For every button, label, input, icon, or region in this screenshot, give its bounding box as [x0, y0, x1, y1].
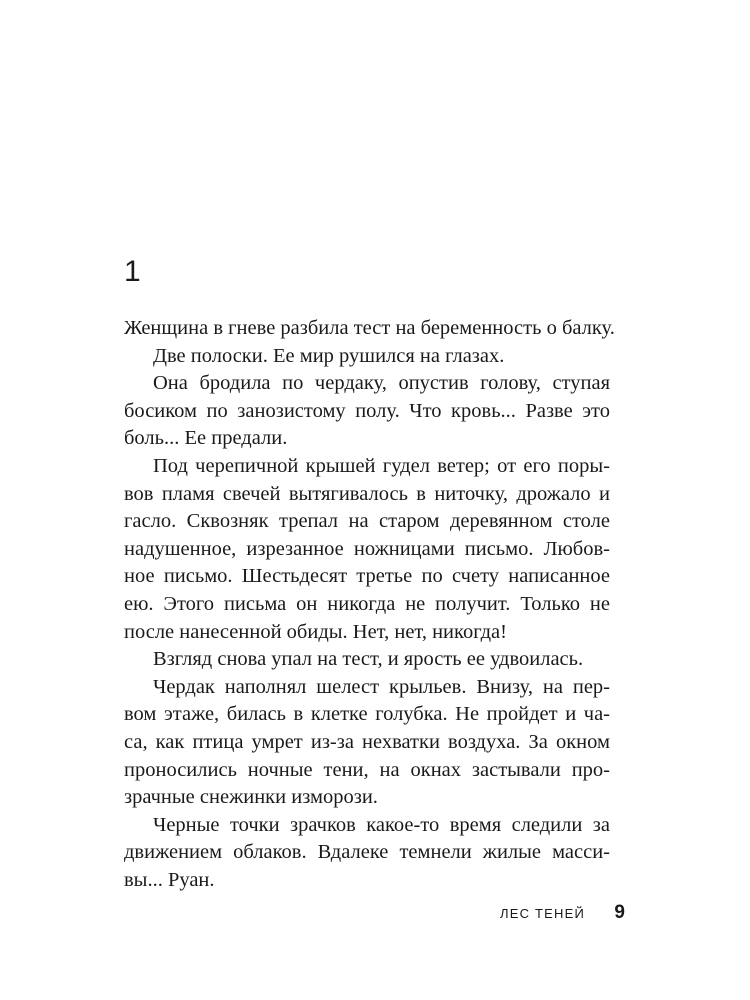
chapter-number: 1 [124, 255, 141, 288]
text-line: Она бродила по чердаку, опустив голову, ступая [153, 372, 610, 395]
text-line: после нанесенной обиды. Нет, нет, никогда! [124, 620, 507, 643]
running-footer [480, 903, 625, 927]
text-line: вом этаже, билась в клетке голубка. Не пройдет и ча- [124, 703, 610, 726]
text-line: гасло. Сквозняк трепал на старом деревянном столе [124, 510, 610, 533]
text-line: босиком по занозистому полу. Что кровь... Разве это [124, 399, 610, 422]
text-line: движением облаков. Вдалеке темнели жилые масси- [124, 841, 610, 864]
text-line: ное письмо. Шестьдесят третье по счету написанное [124, 565, 610, 588]
text-line: Женщина в гневе разбила тест на беременность о балку. [124, 317, 615, 339]
text-line: Черные точки зрачков какое-то время следили за [153, 813, 610, 836]
text-line: са, как птица умрет из-за нехватки воздуха. За окном [124, 730, 610, 753]
text-line: вы... Руан. [124, 868, 215, 891]
text-line: Чердак наполнял шелест крыльев. Внизу, на пер- [153, 675, 610, 698]
chapter-body-text [124, 315, 615, 894]
text-line: надушенное, изрезанное ножницами письмо. Любов- [124, 537, 610, 560]
text-line: Две полоски. Ее мир рушился на глазах. [153, 344, 505, 367]
text-line: зрачные снежинки изморози. [124, 786, 378, 809]
text-line: Взгляд снова упал на тест, и ярость ее удвоилась. [153, 648, 584, 671]
book-title: ЛЕС ТЕНЕЙ [499, 906, 585, 921]
text-line: Под черепичной крышей гудел ветер; от его поры- [153, 454, 610, 477]
text-line: боль... Ее предали. [124, 427, 288, 450]
page-number: 9 [614, 902, 625, 923]
text-line: проносились ночные тени, на окнах застывали про- [124, 758, 610, 781]
text-line: вов пламя свечей вытягивалось в ниточку, дрожало и [124, 482, 610, 505]
text-line: ею. Этого письма он никогда не получит. Только не [124, 592, 610, 615]
